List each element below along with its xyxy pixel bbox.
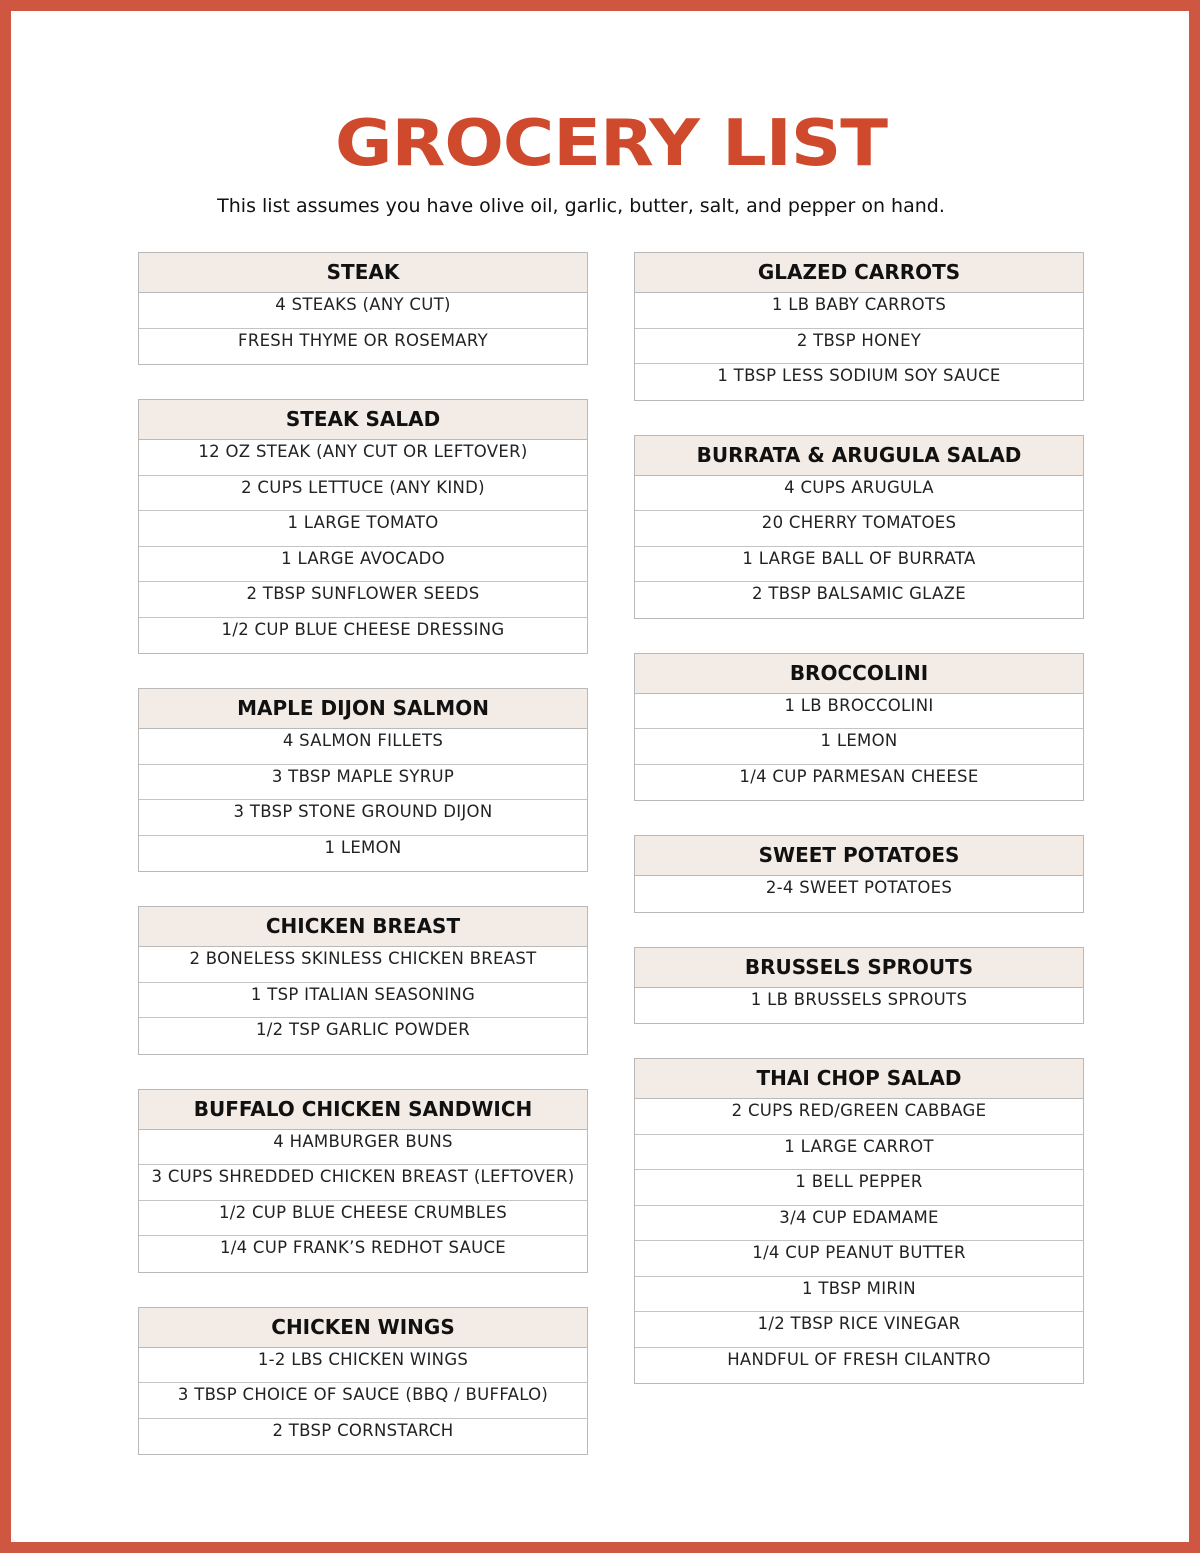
list-item: 1 LARGE AVOCADO: [139, 547, 587, 583]
list-item: 1 LARGE BALL OF BURRATA: [635, 547, 1083, 583]
section-thai-chop-salad: [634, 1058, 1084, 1384]
list-item: 1/4 CUP PEANUT BUTTER: [635, 1241, 1083, 1277]
section-maple-dijon-salmon: [138, 688, 588, 872]
section-buffalo-chicken-sandwich: [138, 1089, 588, 1273]
list-item: 12 OZ STEAK (ANY CUT OR LEFTOVER): [139, 440, 587, 476]
list-item: 2 TBSP BALSAMIC GLAZE: [752, 584, 966, 603]
section-heading: THAI CHOP SALAD: [635, 1059, 1083, 1099]
section-heading: MAPLE DIJON SALMON: [139, 689, 587, 729]
section-burrata-and-arugula-salad: [634, 435, 1084, 619]
section-heading: BUFFALO CHICKEN SANDWICH: [139, 1090, 587, 1130]
section-heading: BROCCOLINI: [635, 654, 1083, 694]
section-glazed-carrots: [634, 252, 1084, 401]
list-item: 3 CUPS SHREDDED CHICKEN BREAST (LEFTOVER): [139, 1165, 587, 1201]
right-column: [634, 252, 1084, 1418]
section-heading: CHICKEN WINGS: [139, 1308, 587, 1348]
list-item: 1/2 TBSP RICE VINEGAR: [635, 1312, 1083, 1348]
list-item: 1 LEMON: [635, 729, 1083, 765]
list-item: 2 CUPS LETTUCE (ANY KIND): [139, 476, 587, 512]
list-item: 2-4 SWEET POTATOES: [765, 878, 953, 897]
section-chicken-breast: [138, 906, 588, 1055]
list-item: 1 TBSP LESS SODIUM SOY SAUCE: [717, 366, 1001, 385]
section-chicken-wings: [138, 1307, 588, 1456]
section-steak: [138, 252, 588, 365]
section-steak-salad: [138, 399, 588, 654]
list-item: 4 CUPS ARUGULA: [635, 476, 1083, 512]
section-heading: CHICKEN BREAST: [139, 907, 587, 947]
list-item: FRESH THYME OR ROSEMARY: [238, 330, 488, 350]
list-item: 2 TBSP SUNFLOWER SEEDS: [139, 582, 587, 618]
list-item: 1 LB BRUSSELS SPROUTS: [750, 989, 968, 1009]
section-heading: BRUSSELS SPROUTS: [635, 948, 1083, 988]
list-item: 1 LB BABY CARROTS: [635, 293, 1083, 329]
list-item: 4 HAMBURGER BUNS: [139, 1130, 587, 1166]
left-column: [138, 252, 588, 1489]
list-item: 1/2 CUP BLUE CHEESE CRUMBLES: [139, 1201, 587, 1237]
list-item: 1/2 TSP GARLIC POWDER: [255, 1020, 471, 1039]
list-item: 20 CHERRY TOMATOES: [635, 511, 1083, 547]
list-item: 4 SALMON FILLETS: [139, 729, 587, 765]
list-item: 4 STEAKS (ANY CUT): [139, 293, 587, 329]
list-item: 1/4 CUP PARMESAN CHEESE: [739, 766, 979, 786]
section-heading: STEAK: [139, 253, 587, 293]
list-item: 1 LB BROCCOLINI: [635, 694, 1083, 730]
section-broccolini: [634, 653, 1084, 802]
section-heading: BURRATA & ARUGULA SALAD: [635, 436, 1083, 476]
list-item: 1/4 CUP FRANK’S REDHOT SAUCE: [219, 1238, 507, 1257]
list-item: 1 LARGE CARROT: [635, 1135, 1083, 1171]
list-item: 1-2 LBS CHICKEN WINGS: [139, 1348, 587, 1384]
list-item: 1 LEMON: [324, 837, 402, 857]
list-item: 2 TBSP CORNSTARCH: [272, 1420, 454, 1440]
list-item: 3/4 CUP EDAMAME: [635, 1206, 1083, 1242]
section-heading: SWEET POTATOES: [635, 836, 1083, 876]
list-item: 1 BELL PEPPER: [635, 1170, 1083, 1206]
section-heading: STEAK SALAD: [139, 400, 587, 440]
list-item: 2 BONELESS SKINLESS CHICKEN BREAST: [139, 947, 587, 983]
page-title: GROCERY LIST: [335, 105, 887, 181]
list-item: 1 TBSP MIRIN: [635, 1277, 1083, 1313]
list-item: 1 LARGE TOMATO: [139, 511, 587, 547]
list-item: 2 TBSP HONEY: [635, 329, 1083, 365]
list-item: 3 TBSP CHOICE OF SAUCE (BBQ / BUFFALO): [139, 1383, 587, 1419]
list-item: 1/2 CUP BLUE CHEESE DRESSING: [221, 619, 505, 639]
list-item: 3 TBSP STONE GROUND DIJON: [139, 800, 587, 836]
list-item: 1 TSP ITALIAN SEASONING: [139, 983, 587, 1019]
list-item: 2 CUPS RED/GREEN CABBAGE: [635, 1099, 1083, 1135]
page-subtitle: This list assumes you have olive oil, garlic, butter, salt, and pepper on hand.: [217, 195, 945, 217]
section-brussels-sprouts: [634, 947, 1084, 1025]
section-sweet-potatoes: [634, 835, 1084, 913]
list-item: 3 TBSP MAPLE SYRUP: [139, 765, 587, 801]
section-heading: GLAZED CARROTS: [635, 253, 1083, 293]
list-item: HANDFUL OF FRESH CILANTRO: [727, 1349, 991, 1369]
